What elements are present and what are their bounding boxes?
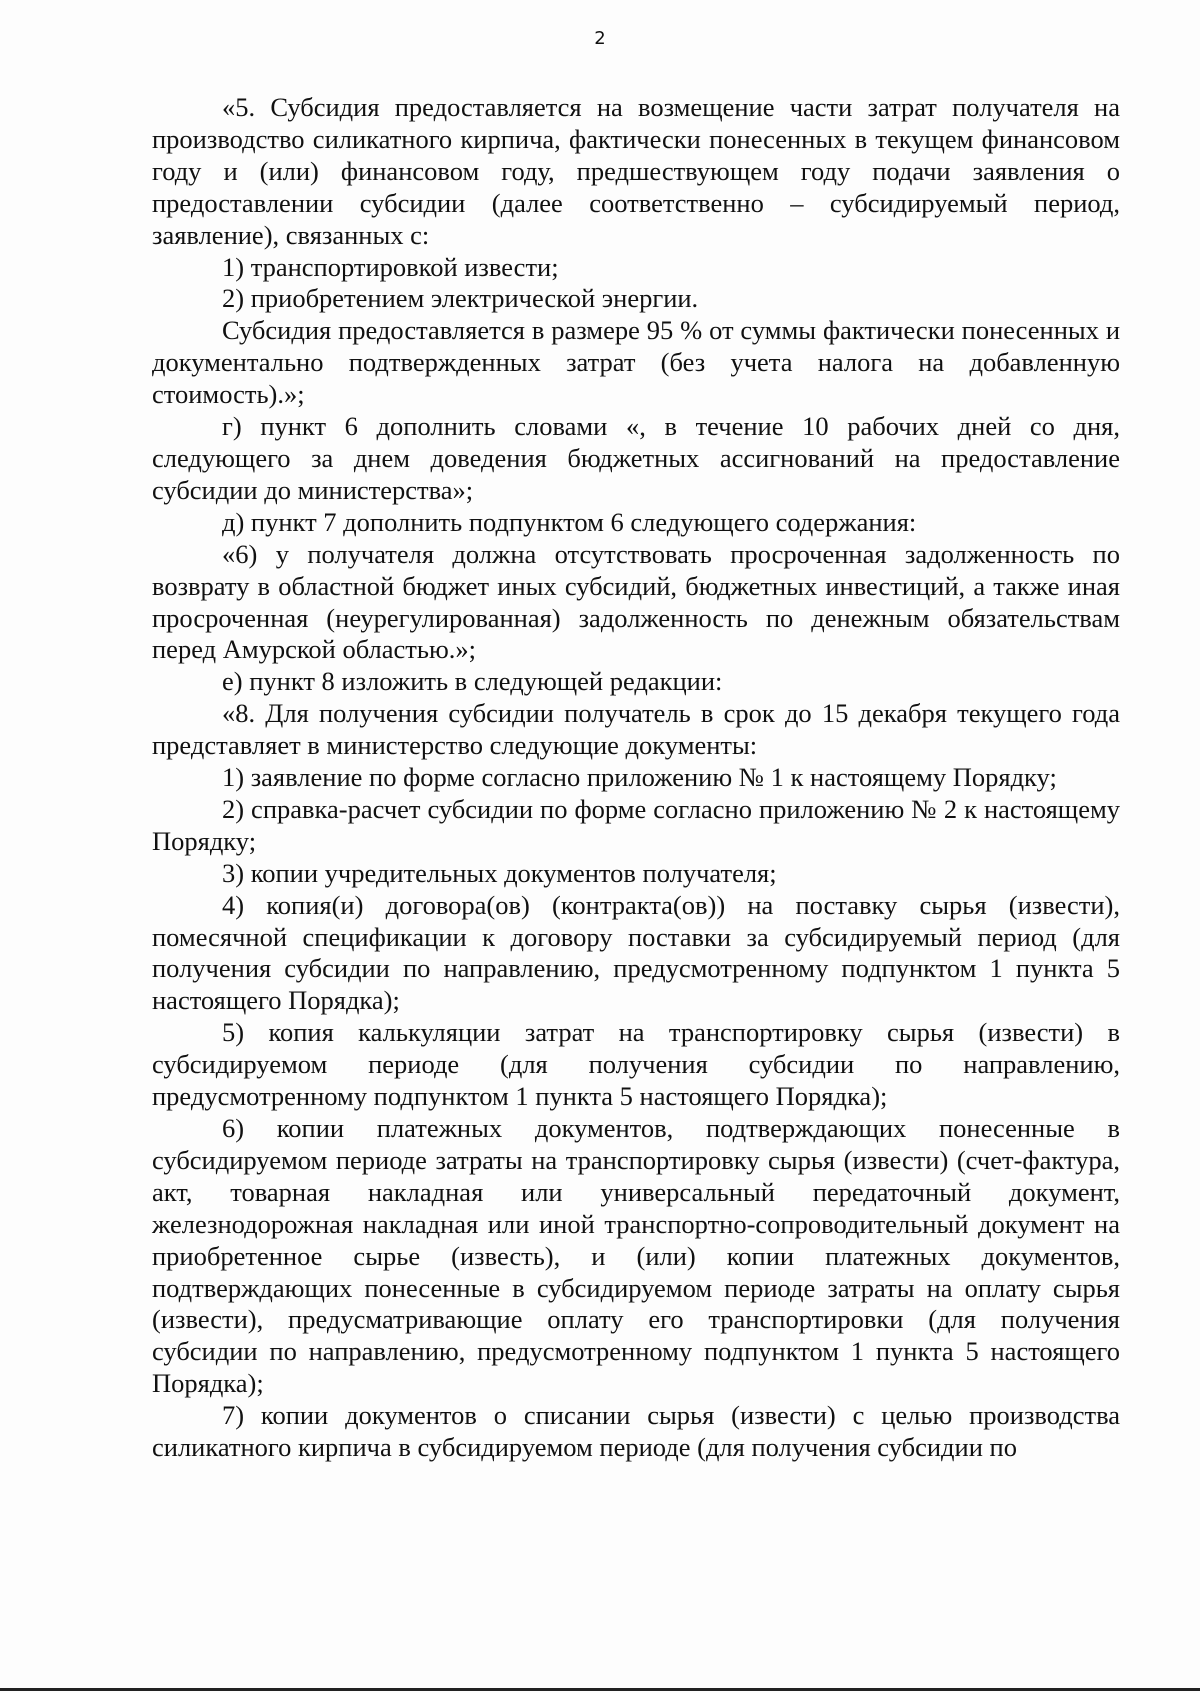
paragraph-amendment-e: е) пункт 8 изложить в следующей редакции: xyxy=(222,666,723,697)
paragraph-amendment-d: д) пункт 7 дополнить подпунктом 6 следующего содержания: xyxy=(222,506,917,537)
paragraph-doc-5: 5) копия калькуляции затрат на транспортировку сырья (извести) в субсидируемом периоде (для получения субсидии по направлению, предусмотренному подпунктом 1 пункта 5 настоящего Порядка); xyxy=(152,1017,1120,1112)
page-number: 2 xyxy=(594,28,606,49)
paragraph-item-1: 1) транспортировкой извести; xyxy=(222,251,559,282)
paragraph-clause-8: «8. Для получения субсидии получатель в срок до 15 декабря текущего года представляет в министерство следующие документы: xyxy=(152,698,1120,761)
paragraph-amendment-g: г) пункт 6 дополнить словами «, в течение 10 рабочих дней со дня, следующего за днем доведения бюджетных ассигнований на предоставление субсидии до министерства»; xyxy=(152,411,1120,505)
paragraph-doc-1: 1) заявление по форме согласно приложению № 1 к настоящему Порядку; xyxy=(222,762,1057,793)
paragraph-doc-3: 3) копии учредительных документов получателя; xyxy=(222,857,777,888)
paragraph-doc-4: 4) копия(и) договора(ов) (контракта(ов)) на поставку сырья (извести), помесячной спецификации к договору поставки за субсидируемый период (для получения субсидии по направлению, предусмотренному подпунктом 1 пункта 5 настоящего Порядка); xyxy=(152,889,1120,1016)
paragraph-doc-7: 7) копии документов о списании сырья (извести) с целью производства силикатного кирпича в субсидируемом периоде (для получения субсидии по xyxy=(152,1400,1120,1463)
paragraph-subsidy-amount: Субсидия предоставляется в размере 95 % от суммы фактически понесенных и документально подтвержденных затрат (без учета налога на добавленную стоимость).»; xyxy=(152,315,1120,410)
paragraph-item-2: 2) приобретением электрической энергии. xyxy=(222,283,699,314)
document-body xyxy=(152,92,1120,1464)
paragraph-doc-6: 6) копии платежных документов, подтверждающих понесенные в субсидируемом периоде затраты на транспортировку сырья (извести) (счет-фактура, акт, товарная накладная или универсальный передаточный документ, железнодорожная накладная или иной транспортно-сопроводительный документ на приобретенное сырье (известь), и (или) копии платежных документов, подтверждающих понесенные в субсидируемом периоде затраты на оплату сырья (извести), предусматривающие оплату его транспортировки (для получения субсидии по направлению, предусмотренному подпунктом 1 пункта 5 настоящего Порядка); xyxy=(152,1113,1120,1399)
paragraph-doc-2: 2) справка-расчет субсидии по форме согласно приложению № 2 к настоящему Порядку; xyxy=(152,793,1120,856)
page-bottom-edge xyxy=(0,1688,1200,1691)
paragraph-subsidy-purpose: «5. Субсидия предоставляется на возмещение части затрат получателя на производство силикатного кирпича, фактически понесенных в текущем финансовом году и (или) финансовом году, предшествующем году подачи заявления о предоставлении субсидии (далее соответственно – субсидируемый период, заявление), связанных с: xyxy=(152,92,1120,250)
paragraph-clause-6: «6) у получателя должна отсутствовать просроченная задолженность по возврату в областной бюджет иных субсидий, бюджетных инвестиций, а также иная просроченная (неурегулированная) задолженность по денежным обязательствам перед Амурской областью.»; xyxy=(152,538,1120,665)
